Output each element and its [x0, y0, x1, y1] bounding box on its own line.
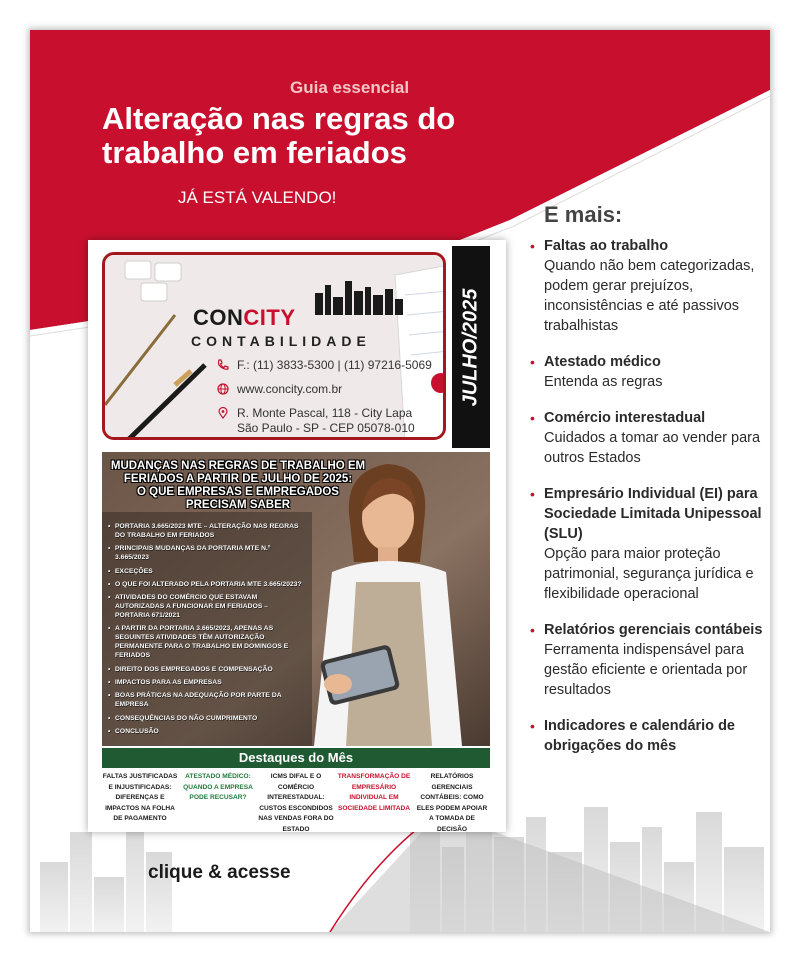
- headline-line-1: Alteração nas regras do: [102, 101, 456, 136]
- destaques-header: Destaques do Mês: [102, 748, 490, 768]
- globe-icon: [217, 383, 229, 395]
- bullet-icon: •: [530, 486, 535, 502]
- destaque-item: RELATÓRIOS GERENCIAIS CONTÁBEIS: COMO ELES PODEM APOIAR A TOMADA DE DECISÃO: [416, 773, 488, 832]
- list-item: • IMPACTOS PARA AS EMPRESAS: [108, 678, 304, 687]
- destaque-item: TRANSFORMAÇÃO DE EMPRESÁRIO INDIVIDUAL EM SOCIEDADE LIMITADA: [337, 773, 411, 812]
- list-item: • EXCEÇÕES: [108, 567, 304, 576]
- subline-text: JÁ ESTÁ VALENDO!: [178, 188, 337, 207]
- kicker-text: Guia essencial: [290, 78, 410, 97]
- list-item: • Atestado médico Entenda as regras: [530, 354, 663, 390]
- flyer-frame: [30, 30, 770, 932]
- emais-list: [528, 236, 768, 772]
- list-item: • Relatórios gerenciais contábeis Ferramenta indispensável para gestão eficiente e orientada por resultados: [530, 622, 763, 698]
- list-item: • Empresário Individual (EI) para Sociedade Limitada Unipessoal (SLU) Opção para maior proteção patrimonial, segurança jurídica e flexibilidade operacional: [530, 486, 762, 602]
- destaque-item: ATESTADO MÉDICO: QUANDO A EMPRESA PODE RECUSAR?: [183, 773, 253, 801]
- destaque-item: ICMS DIFAL E O COMÉRCIO INTERESTADUAL: CUSTOS ESCONDIDOS NAS VENDAS FORA DO ESTADO: [258, 773, 334, 832]
- phone-icon: [217, 359, 229, 371]
- address-line-2: São Paulo - SP - CEP 05078-010: [237, 421, 415, 435]
- list-item: • A PARTIR DA PORTARIA 3.665/2023, APENAS AS SEGUINTES ATIVIDADES TÊM AUTORIZAÇÃO PERMANENTE PARA O TRABALHO EM DOMINGOS E FERIADOS: [108, 624, 304, 660]
- list-item: • Indicadores e calendário de obrigações do mês: [530, 718, 735, 754]
- destaques-columns: [102, 772, 490, 832]
- page-title: [102, 102, 562, 170]
- address-line-1: R. Monte Pascal, 118 - City Lapa: [237, 406, 413, 420]
- logo-panel: [102, 252, 446, 440]
- list-item: • Comércio interestadual Cuidados a tomar ao vender para outros Estados: [530, 410, 761, 466]
- destaque-item: FALTAS JUSTIFICADAS E INJUSTIFICADAS: DIFERENÇAS E IMPACTOS NA FOLHA DE PAGAMENTO: [102, 773, 178, 822]
- list-item: • ATIVIDADES DO COMÉRCIO QUE ESTAVAM AUTORIZADAS A FUNCIONAR EM FERIADOS – PORTARIA 671/2021: [108, 593, 304, 620]
- list-item: • CONSEQUÊNCIAS DO NÃO CUMPRIMENTO: [108, 714, 304, 723]
- list-item: • DIREITO DOS EMPREGADOS E COMPENSAÇÃO: [108, 665, 304, 674]
- bullet-icon: •: [530, 238, 535, 254]
- bullet-icon: •: [530, 718, 535, 734]
- headline-line-2: trabalho em feriados: [102, 135, 407, 170]
- list-item: • BOAS PRÁTICAS NA ADEQUAÇÃO POR PARTE DA EMPRESA: [108, 691, 304, 709]
- list-item: • CONCLUSÃO: [108, 727, 304, 736]
- brand-logo: CONCITY: [193, 305, 296, 330]
- list-item: • O QUE FOI ALTERADO PELA PORTARIA MTE 3.665/2023?: [108, 580, 304, 589]
- location-pin-icon: [217, 407, 229, 419]
- bullet-icon: •: [530, 354, 535, 370]
- emais-title: E mais:: [544, 202, 623, 227]
- feature-photo-panel: [102, 452, 490, 746]
- access-link[interactable]: clique & acesse: [148, 862, 291, 883]
- website-text: www.concity.com.br: [237, 382, 343, 396]
- list-item: • PRINCIPAIS MUDANÇAS DA PORTARIA MTE N.º 3.665/2023: [108, 544, 304, 562]
- list-item: • PORTARIA 3.665/2023 MTE – ALTERAÇÃO NAS REGRAS DO TRABALHO EM FERIADOS: [108, 522, 304, 540]
- brand-subtitle: CONTABILIDADE: [191, 333, 371, 349]
- month-label: JULHO/2025: [459, 288, 482, 406]
- feature-headline: MUDANÇAS NAS REGRAS DE TRABALHO EM FERIADOS A PARTIR DE JULHO DE 2025: O QUE EMPRESAS E EMPREGADOS PRECISAM SABER: [110, 460, 366, 511]
- bullet-icon: •: [530, 410, 535, 426]
- topics-list: [108, 522, 304, 740]
- bullet-icon: •: [530, 622, 535, 638]
- phone-text: F.: (11) 3833-5300 | (11) 97216-5069: [237, 358, 432, 372]
- publication-cover-card[interactable]: [88, 240, 506, 832]
- list-item: • Faltas ao trabalho Quando não bem categorizadas, podem gerar prejuízos, inconsistências e até passivos trabalhistas: [530, 238, 755, 334]
